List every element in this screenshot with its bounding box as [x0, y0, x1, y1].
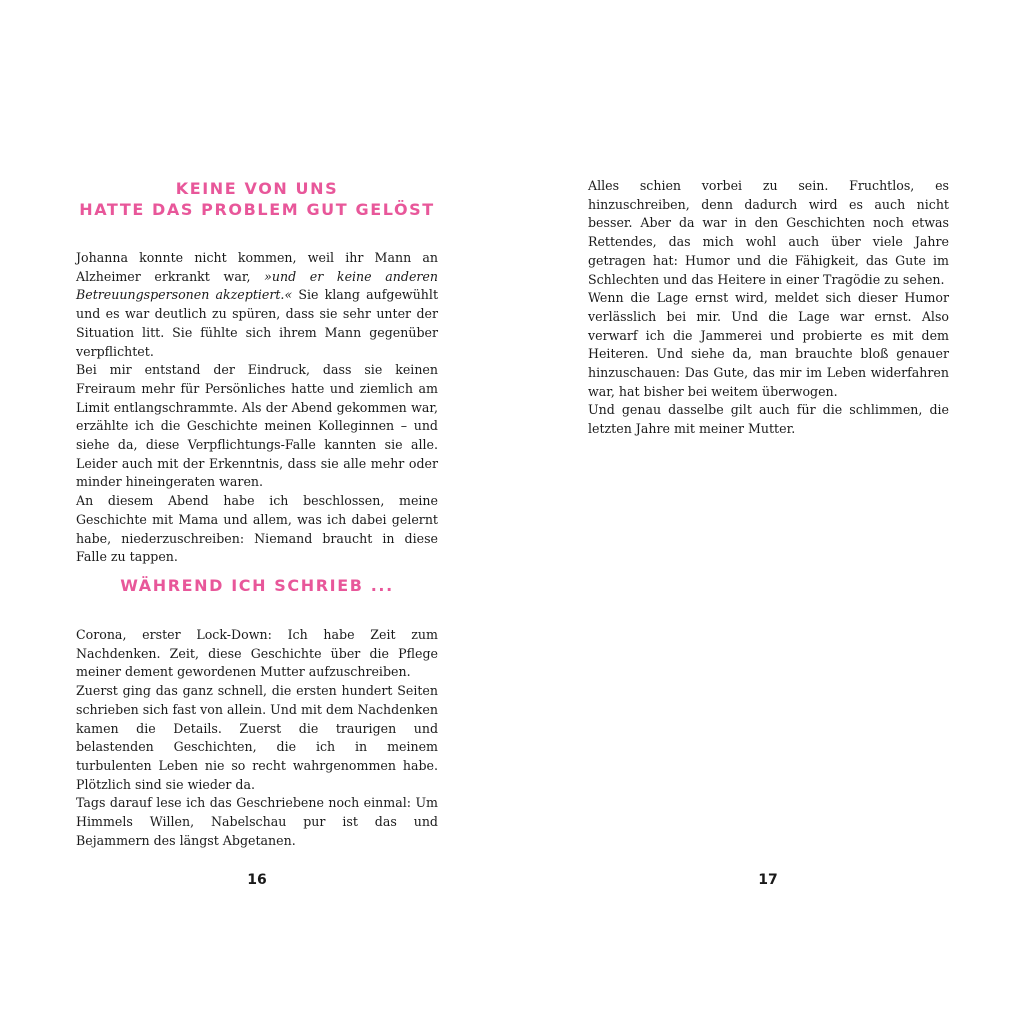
section-2-body: [76, 626, 438, 850]
section-heading-1: [76, 178, 438, 220]
paragraph: An diesem Abend habe ich beschlossen, meine Geschichte mit Mama und allem, was ich dabei gelernt habe, niederzuschreiben: Niemand braucht in diese Falle zu tappen.: [76, 493, 438, 565]
paragraph: Zuerst ging das ganz schnell, die ersten hundert Seiten schrieben sich fast von allein. Und mit dem Nachdenken kamen die Details. Zuerst die traurigen und belastenden Geschichten, die ich in meinem turbulenten Leben nie so recht wahrgenommen habe. Plötzlich sind sie wieder da.: [76, 683, 438, 792]
paragraph: Und genau dasselbe gilt auch für die schlimmen, die letzten Jahre mit meiner Mutter.: [588, 402, 949, 437]
right-page: [588, 0, 949, 1024]
section-heading-2: WÄHREND ICH SCHRIEB ...: [120, 576, 394, 595]
paragraph: Alles schien vorbei zu sein. Fruchtlos, es hinzuschreiben, denn dadurch wird es auch nicht besser. Aber da war in den Geschichten noch etwas Rettendes, das mich wohl auch über viele Jahre getragen hat: Humor und die Fähigkeit, das Gute im Schlechten und das Heitere in einer Tragödie zu sehen.: [588, 178, 949, 287]
right-page-body: [588, 177, 949, 439]
paragraph: Bei mir entstand der Eindruck, dass sie keinen Freiraum mehr für Persönliches hatte und ziemlich am Limit entlangschrammte. Als der Abend gekommen war, erzählte ich die Geschichte meinen Kolleginnen – und siehe da, diese Verpflichtungs-Falle kannten sie alle. Leider auch mit der Erkenntnis, dass sie alle mehr oder minder hineingeraten waren.: [76, 362, 438, 490]
quote-text: »und er keine anderen Betreuungspersonen akzeptiert.«: [76, 268, 438, 303]
paragraph: Wenn die Lage ernst wird, meldet sich dieser Humor verlässlich bei mir. Und die Lage war ernst. Also verwarf ich die Jammerei und probierte es mit dem Heiteren. Und siehe da, man brauchte bloß genauer hinzuschauen: Das Gute, das mir im Leben widerfahren war, hat bisher bei weitem überwogen.: [588, 290, 949, 399]
page-number: 16: [247, 872, 267, 888]
paragraph: Corona, erster Lock-Down: Ich habe Zeit zum Nachdenken. Zeit, diese Geschichte über die Pflege meiner dement gewordenen Mutter aufzuschreiben.: [76, 627, 438, 680]
left-page: [76, 0, 438, 1024]
section-1-body: [76, 249, 438, 567]
section-heading-1-line-1: KEINE VON UNS: [175, 179, 339, 198]
page-number: 17: [758, 872, 778, 888]
paragraph: Tags darauf lese ich das Geschriebene noch einmal: Um Himmels Willen, Nabelschau pur ist das und Bejammern des längst Abgetanen.: [76, 795, 438, 848]
paragraph-text: Sie klang aufgewühlt und es war deutlich zu spüren, dass sie sehr unter der Situation litt. Sie fühlte sich ihrem Mann gegenüber verpflichtet.: [76, 287, 439, 359]
paragraph-text: Johanna konnte nicht kommen, weil ihr Mann an Alzheimer erkrankt war,: [76, 250, 438, 284]
section-heading-1-line-2: HATTE DAS PROBLEM GUT GELÖST: [79, 200, 435, 219]
paragraph: [76, 249, 438, 361]
